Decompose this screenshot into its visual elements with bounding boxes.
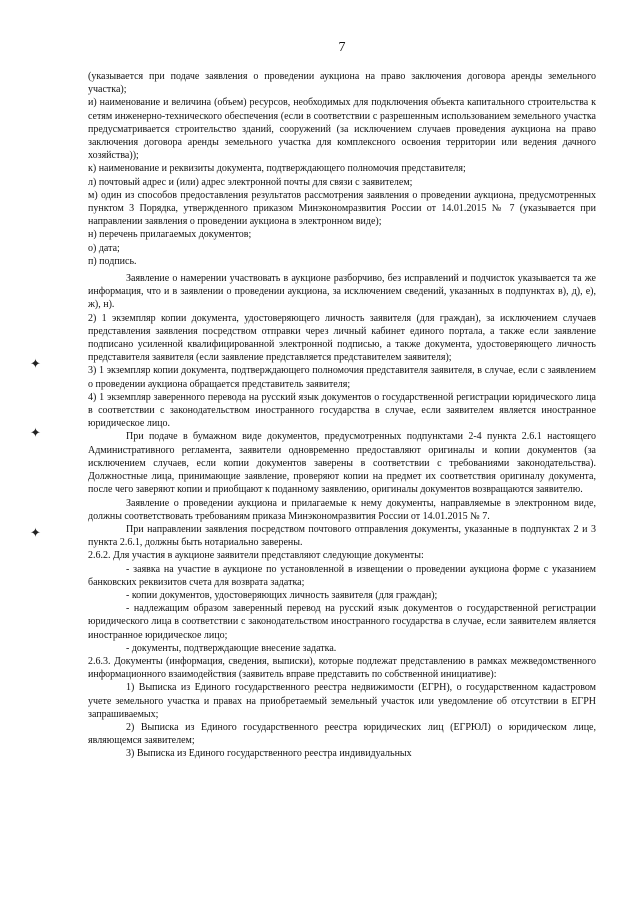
- margin-mark: ✦: [30, 525, 41, 540]
- paragraph: (указывается при подаче заявления о проведении аукциона на право заключения договора аренды земельного участка);: [88, 71, 596, 96]
- paragraph: 1) Выписка из Единого государственного реестра недвижимости (ЕГРН), о государственном кадастровом учете земельного участка и правах на приобретаемый земельный участок или уведомление об отсутствии в ЕГРН запрашиваемых;: [88, 682, 596, 720]
- paragraph: 3) 1 экземпляр копии документа, подтверждающего полномочия представителя заявителя, в случае, если с заявлением о проведении аукциона обращается представитель заявителя;: [88, 365, 596, 390]
- paragraph: м) один из способов предоставления результатов рассмотрения заявления о проведении аукциона, предусмотренных пунктом 3 Порядка, утвержденного приказом Минэкономразвития России от 14.01.2015 № 7 (указывается при направлении заявления о проведении аукциона в электронном виде);: [88, 189, 596, 228]
- paragraph: - документы, подтверждающие внесение задатка.: [126, 642, 337, 654]
- paragraph: о) дата;: [88, 242, 120, 254]
- paragraph: 2) Выписка из Единого государственного реестра юридических лиц (ЕГРЮЛ) о юридическом лице, являющемся заявителем;: [88, 721, 596, 747]
- paragraph: и) наименование и величина (объем) ресурсов, необходимых для подключения объекта капитального строительства к сетям инженерно-технического обеспечения (если в соответствии с разрешенным использованием земельного участка предусматривается строительство зданий, сооружений (за исключением случаев проведения аукциона на право заключения договора аренды земельного участка для комплексного освоения территории или ведения дачного хозяйства));: [88, 97, 596, 162]
- paragraph: н) перечень прилагаемых документов;: [88, 229, 252, 241]
- paragraph: л) почтовый адрес и (или) адрес электронной почты для связи с заявителем;: [88, 176, 413, 188]
- paragraph: 2.6.3. Документы (информация, сведения, выписки), которые подлежат представлению в рамках межведомственного информационного взаимодействия (заявитель вправе представить по собственной инициативе):: [88, 655, 596, 681]
- paragraph: Заявление о проведении аукциона и прилагаемые к нему документы, направляемые в электронном виде, должны соответствовать требованиям приказа Минэкономразвития России от 14.01.2015 № 7.: [88, 497, 596, 522]
- paragraph: 2.6.2. Для участия в аукционе заявители представляют следующие документы:: [88, 550, 424, 562]
- paragraph: - надлежащим образом заверенный перевод на русский язык документов о государственной регистрации юридического лица в соответствии с законодательством иностранного государства в случае, если заявителем является иностранное юридическое лицо;: [88, 603, 596, 641]
- paragraph: При подаче в бумажном виде документов, предусмотренных подпунктами 2-4 пункта 2.6.1 настоящего Административного регламента, заявители одновременно предоставляют оригиналы и копии документов (за исключением случаев, если копии документов заверены в соответствии с требованиями законодательства). Должностные лица, принимающие заявление, проверяют копии на предмет их соответствия оригиналу документа, после чего заверяют копии и приобщают к поданному заявлению, оригиналы документов возвращаются заявителю.: [88, 431, 596, 496]
- document-body: [88, 70, 596, 761]
- paragraph: п) подпись.: [88, 255, 137, 267]
- margin-mark: ✦: [30, 356, 41, 371]
- page-number: 7: [338, 40, 346, 55]
- paragraph: - заявка на участие в аукционе по установленной в извещении о проведении аукциона форме с указанием банковских реквизитов счета для возврата задатка;: [88, 563, 596, 588]
- paragraph: к) наименование и реквизиты документа, подтверждающего полномочия представителя;: [88, 163, 466, 175]
- paragraph: При направлении заявления посредством почтового отправления документы, указанные в подпунктах 2 и 3 пункта 2.6.1, должны быть нотариально заверены.: [88, 523, 596, 549]
- document-page: [88, 40, 596, 761]
- paragraph: 3) Выписка из Единого государственного реестра индивидуальных: [126, 748, 412, 760]
- paragraph: - копии документов, удостоверяющих личность заявителя (для граждан);: [126, 589, 438, 601]
- paragraph: 4) 1 экземпляр заверенного перевода на русский язык документов о государственной регистрации юридического лица в соответствии с законодательством иностранного государства в случае, если заявителем является иностранное юридическое лицо.: [88, 391, 596, 430]
- paragraph: Заявление о намерении участвовать в аукционе разборчиво, без исправлений и подчисток указывается та же информация, что и в заявлении о проведении аукциона, за исключением сведений, указанных в подпунктах в), д), е), ж), н).: [88, 273, 596, 311]
- margin-mark: ✦: [30, 425, 41, 440]
- paragraph: 2) 1 экземпляр копии документа, удостоверяющего личность заявителя (для граждан), за исключением случаев представления заявления посредством отправки через личный кабинет единого портала, а также если заявление подписано усиленной квалифицированной электронной подписью, а также документа, удостоверяющего личность представителя заявителя (если заявление представляется представителем заявителя);: [88, 312, 596, 364]
